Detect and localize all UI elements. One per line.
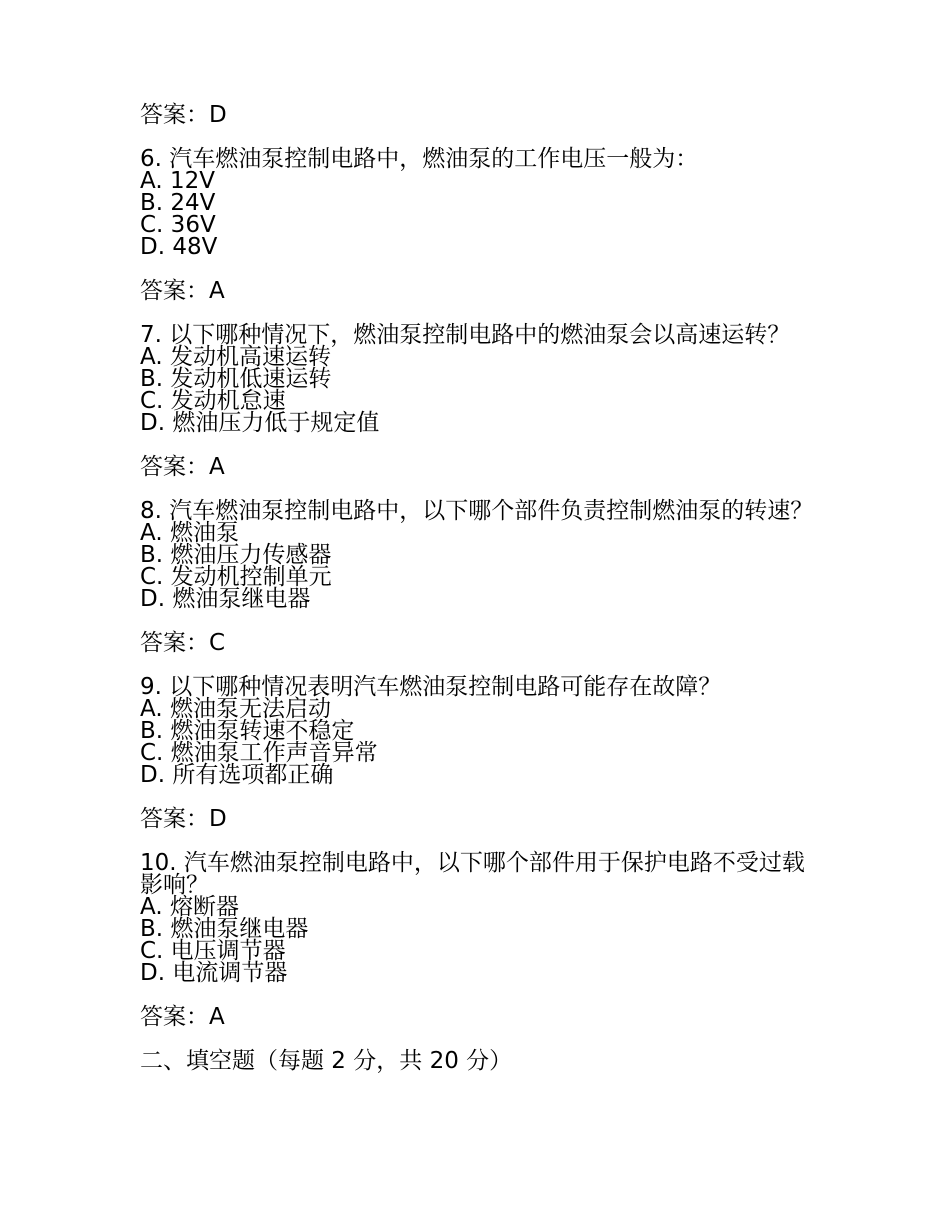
option-b: B. 燃油泵转速不稳定 [140,718,355,744]
option-a: A. 熔断器 [140,894,239,920]
option-a: A. 燃油泵 [140,520,239,546]
answer-line: 答案：D [140,102,227,128]
question-text: 9. 以下哪种情况表明汽车燃油泵控制电路可能存在故障？ [140,674,722,700]
answer-line: 答案：C [140,630,226,656]
section-heading: 二、填空题（每题 2 分，共 20 分） [140,1048,513,1074]
option-a: A. 12V [140,168,215,194]
option-b: B. 24V [140,190,216,216]
option-b: B. 燃油压力传感器 [140,542,332,568]
answer-line: 答案：A [140,1004,225,1030]
document-page [140,104,820,1072]
question-6 [140,148,820,258]
question-text: 8. 汽车燃油泵控制电路中，以下哪个部件负责控制燃油泵的转速？ [140,498,814,524]
option-b: B. 发动机低速运转 [140,366,332,392]
option-c: C. 电压调节器 [140,938,286,964]
option-d: D. 燃油压力低于规定值 [140,410,380,436]
option-c: C. 燃油泵工作声音异常 [140,740,378,766]
answer-line: 答案：D [140,806,227,832]
option-c: C. 36V [140,212,216,238]
option-b: B. 燃油泵继电器 [140,916,309,942]
option-d: D. 电流调节器 [140,960,288,986]
question-10 [140,852,820,984]
answer-line: 答案：A [140,454,225,480]
option-c: C. 发动机控制单元 [140,564,332,590]
question-text: 7. 以下哪种情况下，燃油泵控制电路中的燃油泵会以高速运转？ [140,322,791,348]
answer-line: 答案：A [140,278,225,304]
option-a: A. 燃油泵无法启动 [140,696,331,722]
question-text: 6. 汽车燃油泵控制电路中，燃油泵的工作电压一般为： [140,146,699,172]
option-d: D. 燃油泵继电器 [140,586,311,612]
option-a: A. 发动机高速运转 [140,344,331,370]
question-8 [140,500,820,610]
option-d: D. 所有选项都正确 [140,762,334,788]
question-text: 10. 汽车燃油泵控制电路中，以下哪个部件用于保护电路不受过载影响？ [140,850,805,898]
question-7 [140,324,820,434]
question-9 [140,676,820,786]
option-c: C. 发动机怠速 [140,388,286,414]
option-d: D. 48V [140,234,218,260]
